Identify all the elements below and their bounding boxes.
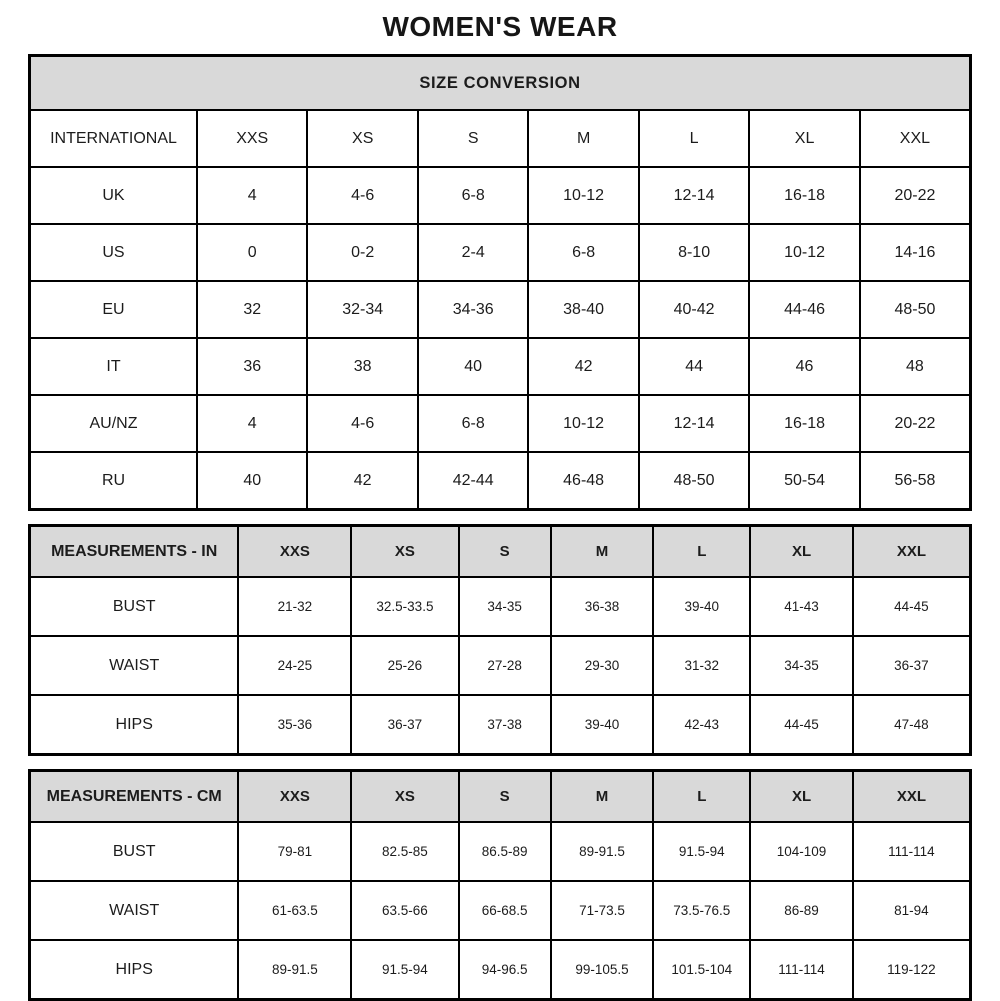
measure-cell: 79-81 (238, 822, 351, 881)
table-row (30, 881, 971, 940)
page-title: WOMEN'S WEAR (382, 11, 618, 42)
row-label-us: US (30, 224, 197, 281)
size-cell: 20-22 (860, 395, 971, 452)
column-header-xs: XS (351, 771, 458, 823)
table-row (30, 56, 971, 111)
size-cell: 32 (197, 281, 307, 338)
measure-cell: 36-38 (551, 577, 654, 636)
measure-cell: 44-45 (750, 695, 853, 755)
measure-cell: 39-40 (653, 577, 750, 636)
measure-cell: 29-30 (551, 636, 654, 695)
measure-cell: 21-32 (238, 577, 351, 636)
measure-cell: 47-48 (853, 695, 971, 755)
column-header-xs: XS (307, 110, 417, 167)
size-cell: 4-6 (307, 167, 417, 224)
table-row (30, 940, 971, 1000)
table-row (30, 395, 971, 452)
size-cell: 6-8 (418, 395, 528, 452)
measure-cell: 66-68.5 (459, 881, 551, 940)
row-label-waist: WAIST (30, 636, 239, 695)
size-cell: 50-54 (749, 452, 859, 510)
row-label-eu: EU (30, 281, 197, 338)
row-label-ru: RU (30, 452, 197, 510)
row-label-hips: HIPS (30, 695, 239, 755)
column-header-m: M (528, 110, 638, 167)
table-row (30, 452, 971, 510)
size-cell: 6-8 (528, 224, 638, 281)
size-cell: 48-50 (860, 281, 971, 338)
measure-cell: 61-63.5 (238, 881, 351, 940)
column-header-s: S (459, 526, 551, 578)
measure-cell: 111-114 (853, 822, 971, 881)
size-cell: 36 (197, 338, 307, 395)
measure-cell: 99-105.5 (551, 940, 654, 1000)
measure-cell: 44-45 (853, 577, 971, 636)
measure-cell: 34-35 (459, 577, 551, 636)
size-cell: 12-14 (639, 395, 749, 452)
size-cell: 12-14 (639, 167, 749, 224)
size-cell: 42 (528, 338, 638, 395)
column-header-xs: XS (351, 526, 458, 578)
measure-cell: 27-28 (459, 636, 551, 695)
size-cell: 0 (197, 224, 307, 281)
row-label-bust: BUST (30, 822, 239, 881)
size-cell: 10-12 (528, 395, 638, 452)
column-header-xl: XL (750, 526, 853, 578)
size-cell: 2-4 (418, 224, 528, 281)
size-cell: 40-42 (639, 281, 749, 338)
measure-cell: 73.5-76.5 (653, 881, 750, 940)
measure-cell: 91.5-94 (653, 822, 750, 881)
table-row (30, 338, 971, 395)
size-cell: 48-50 (639, 452, 749, 510)
size-cell: 40 (197, 452, 307, 510)
table-row (30, 695, 971, 755)
size-cell: 32-34 (307, 281, 417, 338)
size-cell: 56-58 (860, 452, 971, 510)
size-cell: 4 (197, 395, 307, 452)
column-header-xl: XL (750, 771, 853, 823)
column-header-xl: XL (749, 110, 859, 167)
row-label-bust: BUST (30, 577, 239, 636)
size-cell: 14-16 (860, 224, 971, 281)
size-cell: 4-6 (307, 395, 417, 452)
table-row (30, 526, 971, 578)
size-conversion-table (28, 54, 972, 511)
measure-cell: 82.5-85 (351, 822, 458, 881)
size-cell: 42-44 (418, 452, 528, 510)
measure-cell: 39-40 (551, 695, 654, 755)
size-cell: 16-18 (749, 167, 859, 224)
size-cell: 42 (307, 452, 417, 510)
table-row (30, 771, 971, 823)
measurements-cm-title: MEASUREMENTS - CM (30, 771, 239, 823)
measurements-cm-table (28, 769, 972, 1001)
measure-cell: 91.5-94 (351, 940, 458, 1000)
measure-cell: 86-89 (750, 881, 853, 940)
size-conversion-title: SIZE CONVERSION (30, 56, 971, 111)
measure-cell: 71-73.5 (551, 881, 654, 940)
column-header-m: M (551, 526, 654, 578)
size-cell: 48 (860, 338, 971, 395)
measure-cell: 35-36 (238, 695, 351, 755)
row-label-uk: UK (30, 167, 197, 224)
size-cell: 38-40 (528, 281, 638, 338)
measure-cell: 89-91.5 (551, 822, 654, 881)
size-cell: 16-18 (749, 395, 859, 452)
table-row (30, 577, 971, 636)
column-header-xxs: XXS (197, 110, 307, 167)
size-cell: 6-8 (418, 167, 528, 224)
measure-cell: 89-91.5 (238, 940, 351, 1000)
column-header-xxl: XXL (853, 771, 971, 823)
measure-cell: 37-38 (459, 695, 551, 755)
size-cell: 46-48 (528, 452, 638, 510)
measure-cell: 25-26 (351, 636, 458, 695)
row-label-waist: WAIST (30, 881, 239, 940)
column-header-s: S (459, 771, 551, 823)
column-header-international: INTERNATIONAL (30, 110, 197, 167)
size-cell: 46 (749, 338, 859, 395)
measure-cell: 34-35 (750, 636, 853, 695)
size-cell: 0-2 (307, 224, 417, 281)
size-cell: 44 (639, 338, 749, 395)
measure-cell: 101.5-104 (653, 940, 750, 1000)
measure-cell: 31-32 (653, 636, 750, 695)
measure-cell: 104-109 (750, 822, 853, 881)
measure-cell: 63.5-66 (351, 881, 458, 940)
size-cell: 34-36 (418, 281, 528, 338)
measure-cell: 24-25 (238, 636, 351, 695)
table-row (30, 224, 971, 281)
row-label-it: IT (30, 338, 197, 395)
measure-cell: 42-43 (653, 695, 750, 755)
size-cell: 8-10 (639, 224, 749, 281)
measure-cell: 86.5-89 (459, 822, 551, 881)
size-cell: 40 (418, 338, 528, 395)
measurements-in-table (28, 524, 972, 756)
size-cell: 4 (197, 167, 307, 224)
row-label-aunz: AU/NZ (30, 395, 197, 452)
table-row (30, 110, 971, 167)
size-cell: 10-12 (749, 224, 859, 281)
column-header-xxs: XXS (238, 771, 351, 823)
size-cell: 20-22 (860, 167, 971, 224)
table-row (30, 636, 971, 695)
measure-cell: 81-94 (853, 881, 971, 940)
size-cell: 38 (307, 338, 417, 395)
measure-cell: 119-122 (853, 940, 971, 1000)
column-header-m: M (551, 771, 654, 823)
size-cell: 44-46 (749, 281, 859, 338)
table-row (30, 167, 971, 224)
table-row (30, 281, 971, 338)
row-label-hips: HIPS (30, 940, 239, 1000)
measurements-in-title: MEASUREMENTS - IN (30, 526, 239, 578)
size-cell: 10-12 (528, 167, 638, 224)
measure-cell: 94-96.5 (459, 940, 551, 1000)
column-header-l: L (653, 771, 750, 823)
column-header-l: L (639, 110, 749, 167)
measure-cell: 111-114 (750, 940, 853, 1000)
table-row (30, 822, 971, 881)
column-header-xxs: XXS (238, 526, 351, 578)
measure-cell: 36-37 (853, 636, 971, 695)
measure-cell: 32.5-33.5 (351, 577, 458, 636)
column-header-l: L (653, 526, 750, 578)
column-header-s: S (418, 110, 528, 167)
column-header-xxl: XXL (860, 110, 971, 167)
measure-cell: 36-37 (351, 695, 458, 755)
column-header-xxl: XXL (853, 526, 971, 578)
measure-cell: 41-43 (750, 577, 853, 636)
